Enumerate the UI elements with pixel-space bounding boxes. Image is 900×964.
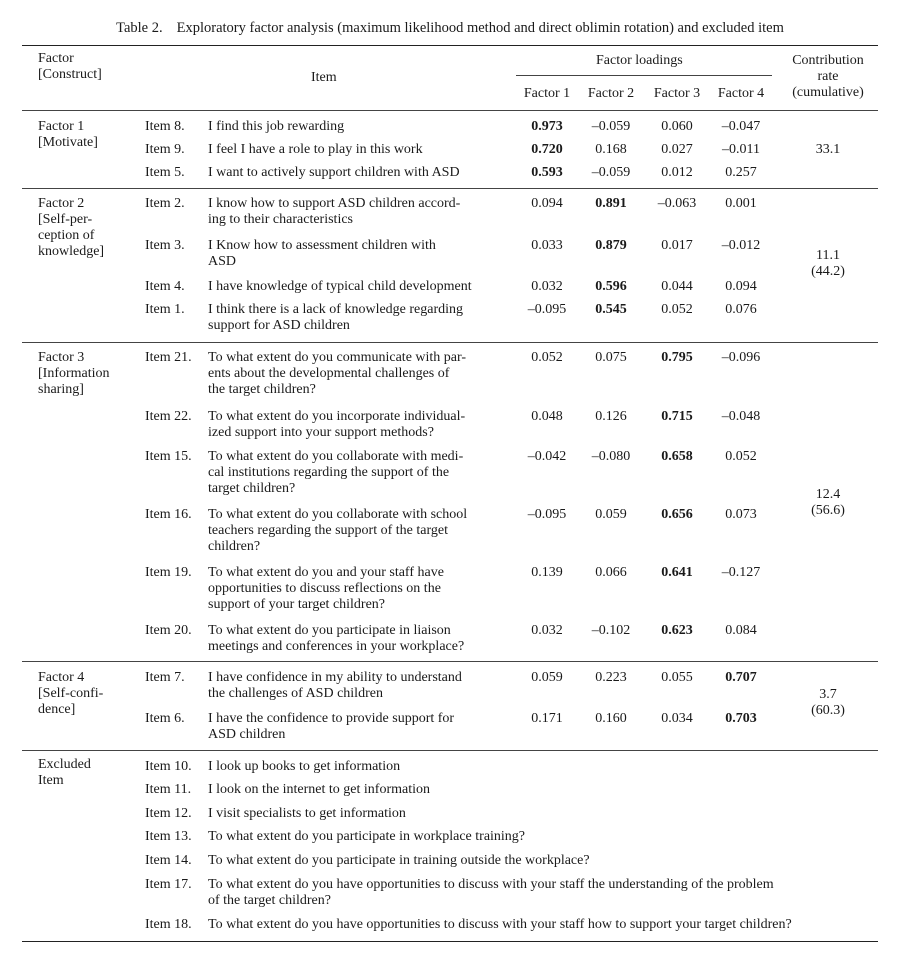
text-line: To what extent do you participate in workplace training? [208,829,526,844]
text-line: I look up books to get information [208,759,401,774]
text-line: 12.4 [815,487,841,502]
excluded-item-number: Item 10. [145,759,192,774]
factor-loading: 0.075 [595,350,627,365]
item-text [208,623,506,655]
factor-label [38,119,138,151]
text-line: teachers regarding the support of the target [208,523,448,538]
text-line: of the target children? [208,893,331,908]
factor-label [38,670,138,718]
excluded-item-text [208,853,868,869]
factor-loading: 0.656 [661,507,693,522]
factor-loading: 0.623 [661,623,693,638]
text-line: support for ASD children [208,318,350,333]
contribution-rate [776,487,880,519]
excluded-item-number: Item 14. [145,853,192,868]
factor-loading: 0.795 [661,350,693,365]
item-number: Item 7. [145,670,185,685]
factor-loading: 0.891 [595,196,627,211]
text-line: I visit specialists to get information [208,806,406,821]
factor-loading: 0.027 [661,142,693,157]
excluded-label [38,757,138,789]
factor-loading: 0.033 [531,238,563,253]
factor-loading: 0.059 [531,670,563,685]
excluded-item-text [208,759,868,775]
header-factor-3: Factor 3 [653,86,701,101]
text-line: ized support into your support methods? [208,425,434,440]
text-line: Factor 2 [38,196,85,211]
text-line: [Self-confi- [38,686,104,701]
text-line: (56.6) [811,503,845,518]
factor-loading: 0.223 [595,670,627,685]
item-number: Item 16. [145,507,192,522]
item-number: Item 19. [145,565,192,580]
factor-loading: –0.096 [721,350,761,365]
item-text [208,409,506,441]
factor-loading: 0.596 [595,279,627,294]
text-line: I have confidence in my ability to understand [208,670,462,685]
factor-loading: 0.060 [661,119,693,134]
factor-loading: 0.171 [531,711,563,726]
top-rule [22,45,878,46]
factor-loading: 0.126 [595,409,627,424]
text-line: knowledge] [38,244,105,259]
factor-loading: 0.139 [531,565,563,580]
contribution-rate [776,248,880,280]
text-line: To what extent do you participate in liaison [208,623,451,638]
text-line: To what extent do you have opportunities to discuss with your staff the understanding of the problem [208,877,774,892]
item-number: Item 15. [145,449,192,464]
text-line: 3.7 [819,687,837,702]
factor-loading: –0.127 [721,565,761,580]
header-item: Item [311,70,337,85]
text-line: To what extent do you have opportunities to discuss with your staff how to support your target children? [208,917,792,932]
text-line: I find this job rewarding [208,119,345,134]
factor-loading: 0.076 [725,302,757,317]
contribution-rate [776,687,880,719]
header-construct: [Construct] [38,67,102,82]
factor-loading: –0.080 [591,449,631,464]
factor-label [38,196,138,260]
factor-loading: 0.044 [661,279,693,294]
factor-loading: 0.593 [531,165,563,180]
header-factor-1: Factor 1 [523,86,571,101]
factor-loading: 0.094 [531,196,563,211]
excluded-item-number: Item 17. [145,877,192,892]
item-text [208,507,506,555]
factor-loading: 0.703 [725,711,757,726]
factor-loading: –0.095 [527,507,567,522]
factor-loading: 0.707 [725,670,757,685]
item-text [208,165,506,181]
factor-loading: –0.059 [591,165,631,180]
text-line: I think there is a lack of knowledge regarding [208,302,464,317]
item-number: Item 9. [145,142,185,157]
item-number: Item 21. [145,350,192,365]
caption-label: Table 2. [116,20,163,36]
factor-loading: 0.168 [595,142,627,157]
factor-loading: 0.066 [595,565,627,580]
factor-loading: –0.012 [721,238,761,253]
header-contribution: Contribution rate (cumulative) [792,53,864,100]
text-line: Factor 3 [38,350,85,365]
text-line: To what extent do you collaborate with medi- [208,449,464,464]
excluded-item-text [208,782,868,798]
bottom-rule [22,941,878,942]
text-line: To what extent do you collaborate with school [208,507,468,522]
group-rule [22,342,878,343]
text-line: [Motivate] [38,135,98,150]
item-text [208,565,506,613]
item-number: Item 2. [145,196,185,211]
factor-loading: 0.012 [661,165,693,180]
text-line: ing to their characteristics [208,212,353,227]
text-line: meetings and conferences in your workplace? [208,639,465,654]
header-factor-2: Factor 2 [587,86,635,101]
text-line: To what extent do you incorporate individual- [208,409,466,424]
table-caption [0,20,900,37]
factor-loading: –0.095 [527,302,567,317]
factor-loading: 0.257 [725,165,757,180]
factor-loading: 0.094 [725,279,757,294]
item-number: Item 22. [145,409,192,424]
text-line: I feel I have a role to play in this work [208,142,423,157]
text-line: Factor 1 [38,119,85,134]
text-line: dence] [38,702,76,717]
text-line: ents about the developmental challenges of [208,366,450,381]
text-line: To what extent do you communicate with par- [208,350,467,365]
caption-text: Exploratory factor analysis (maximum likelihood method and direct oblimin rotation) and excluded item [176,20,784,36]
factor-loading: 0.059 [595,507,627,522]
factor-loading: –0.059 [591,119,631,134]
text-line: I Know how to assessment children with [208,238,436,253]
text-line: support of your target children? [208,597,386,612]
header-factor-loadings: Factor loadings [596,53,683,68]
text-line: sharing] [38,382,84,397]
text-line: I have knowledge of typical child development [208,279,472,294]
factor-loading: –0.042 [527,449,567,464]
excluded-item-text [208,806,868,822]
contribution-rate [776,142,880,158]
factor-loading: 0.034 [661,711,693,726]
item-number: Item 5. [145,165,185,180]
item-text [208,142,506,158]
group-rule [22,750,878,751]
excluded-item-number: Item 18. [145,917,192,932]
group-rule [22,188,878,189]
factor-label [38,350,138,398]
factor-loading: 0.032 [531,623,563,638]
text-line: (44.2) [811,264,845,279]
factor-loading: 0.073 [725,507,757,522]
factor-loading: 0.052 [661,302,693,317]
factor-loading: 0.001 [725,196,757,211]
excluded-item-number: Item 13. [145,829,192,844]
item-text [208,119,506,135]
text-line: I have the confidence to provide support for [208,711,455,726]
item-number: Item 1. [145,302,185,317]
text-line: I know how to support ASD children accord- [208,196,461,211]
factor-loading: –0.047 [721,119,761,134]
item-text [208,302,506,334]
text-line: cal institutions regarding the support of the [208,465,450,480]
text-line: I want to actively support children with ASD [208,165,460,180]
text-line: 33.1 [815,142,841,157]
text-line: To what extent do you and your staff have [208,565,444,580]
text-line: [Information [38,366,110,381]
text-line: I look on the internet to get information [208,782,431,797]
item-number: Item 20. [145,623,192,638]
factor-loading: 0.720 [531,142,563,157]
factor-loading: 0.160 [595,711,627,726]
text-line: ASD children [208,727,286,742]
text-line: (60.3) [811,703,845,718]
factor-loading: –0.102 [591,623,631,638]
text-line: the challenges of ASD children [208,686,383,701]
header-factor-4: Factor 4 [717,86,765,101]
factor-loading: 0.084 [725,623,757,638]
text-line: ASD [208,254,237,269]
item-number: Item 8. [145,119,185,134]
factor-loading: 0.052 [725,449,757,464]
text-line: the target children? [208,382,316,397]
factor-loading: 0.973 [531,119,563,134]
item-text [208,279,506,295]
text-line: opportunities to discuss reflections on the [208,581,441,596]
item-text [208,196,506,228]
text-line: 11.1 [816,248,840,263]
excluded-item-number: Item 12. [145,806,192,821]
item-text [208,711,506,743]
factor-loading: 0.052 [531,350,563,365]
item-text [208,449,506,497]
excluded-item-text [208,917,868,933]
factor-loading: –0.048 [721,409,761,424]
header-factor: Factor [38,51,74,66]
factor-loading: 0.048 [531,409,563,424]
item-text [208,238,506,270]
header-bottom-rule [22,110,878,111]
factor-loading: 0.715 [661,409,693,424]
item-number: Item 4. [145,279,185,294]
text-line: children? [208,539,261,554]
factor-loading: –0.063 [657,196,697,211]
excluded-item-number: Item 11. [145,782,192,797]
text-line: Factor 4 [38,670,85,685]
text-line: target children? [208,481,296,496]
excluded-item-text [208,877,868,909]
text-line: ception of [38,228,95,243]
text-line: [Self-per- [38,212,93,227]
factor-loading: 0.032 [531,279,563,294]
factor-loading: 0.545 [595,302,627,317]
excluded-item-text [208,829,868,845]
factor-loading: 0.879 [595,238,627,253]
text-line: Excluded [38,757,91,772]
item-text [208,350,506,398]
text-line: To what extent do you participate in training outside the workplace? [208,853,590,868]
item-text [208,670,506,702]
item-number: Item 6. [145,711,185,726]
factor-loading: 0.641 [661,565,693,580]
factor-loading: 0.658 [661,449,693,464]
text-line: Item [38,773,64,788]
item-number: Item 3. [145,238,185,253]
group-rule [22,661,878,662]
factor-loading: 0.017 [661,238,693,253]
loadings-subrule [516,75,772,76]
factor-loading: 0.055 [661,670,693,685]
factor-loading: –0.011 [722,142,760,157]
